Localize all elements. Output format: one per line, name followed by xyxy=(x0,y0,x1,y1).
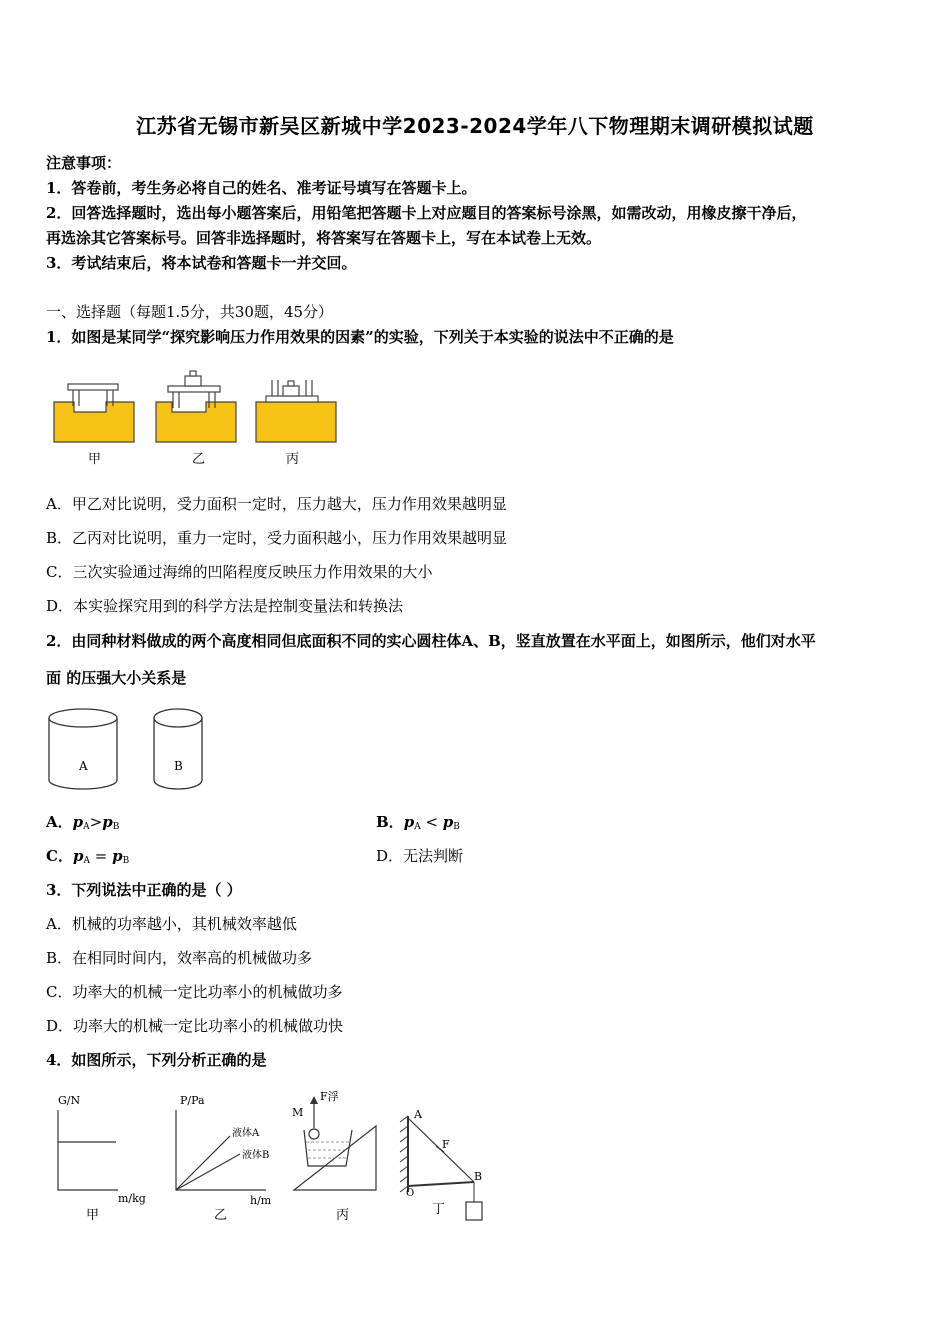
q3-option-d: D．功率大的机械一定比功率小的机械做功快 xyxy=(46,1017,344,1035)
page-title: 江苏省无锡市新吴区新城中学2023-2024学年八下物理期末调研模拟试题 xyxy=(136,114,814,138)
yi-line-a-label: 液体A xyxy=(232,1128,260,1139)
notice-item: 2．回答选择题时，选出每小题答案后，用铅笔把答题卡上对应题目的答案标号涂黑，如需改动，用橡皮擦干净后， xyxy=(46,204,807,222)
yi-line-b-label: 液体B xyxy=(242,1150,270,1161)
jia-ylabel: G/N xyxy=(58,1094,81,1107)
section-heading: 一、选择题（每题1.5分，共30题，45分） xyxy=(46,303,334,321)
ding-a-label: A xyxy=(414,1108,422,1121)
ding-f-label: F xyxy=(442,1138,450,1151)
question-2-stem-cont: 面 的压强大小关系是 xyxy=(46,669,187,687)
fig-label-bing: 丙 xyxy=(286,452,300,467)
q4-fig-label-bing: 丙 xyxy=(336,1208,350,1223)
cylinder-a-label: A xyxy=(79,759,88,773)
q1-option-d: D．本实验探究用到的科学方法是控制变量法和转换法 xyxy=(46,597,404,615)
question-4-stem: 4．如图所示，下列分析正确的是 xyxy=(46,1051,267,1069)
q2-option-c: C．$p_A = p_B$ xyxy=(46,847,130,866)
ding-b-label: B xyxy=(474,1170,483,1183)
ding-o-label: O xyxy=(406,1188,415,1199)
q4-figure xyxy=(46,1086,506,1226)
q1-option-c: C．三次实验通过海绵的凹陷程度反映压力作用效果的大小 xyxy=(46,563,433,581)
cylinder-b-label: B xyxy=(174,759,183,773)
bing-m-label: M xyxy=(292,1106,304,1119)
cylinders-diagram xyxy=(46,702,216,794)
jia-xlabel: m/kg xyxy=(118,1192,146,1205)
q3-option-b: B．在相同时间内，效率高的机械做功多 xyxy=(46,949,313,967)
q2-option-b: B．$p_A < p_B$ xyxy=(376,813,460,832)
q2-figure xyxy=(46,702,216,794)
fig-label-jia: 甲 xyxy=(88,452,102,467)
q2-option-d: D．无法判断 xyxy=(376,847,464,865)
notice-item: 再选涂其它答案标号。回答非选择题时，将答案写在答题卡上，写在本试卷上无效。 xyxy=(46,229,602,247)
notice-item: 3．考试结束后，将本试卷和答题卡一并交回。 xyxy=(46,254,357,272)
notice-heading: 注意事项： xyxy=(46,154,122,172)
yi-ylabel: P/Pa xyxy=(180,1094,205,1107)
q1-option-a: A．甲乙对比说明，受力面积一定时，压力越大，压力作用效果越明显 xyxy=(46,495,507,513)
notice-item: 1．答卷前，考生务必将自己的姓名、准考证号填写在答题卡上。 xyxy=(46,179,477,197)
q3-option-a: A．机械的功率越小，其机械效率越低 xyxy=(46,915,297,933)
q2-option-a: A．$p_A>p_B$ xyxy=(46,813,120,832)
yi-xlabel: h/m xyxy=(250,1194,272,1207)
question-1-stem: 1．如图是某同学“探究影响压力作用效果的因素”的实验，下列关于本实验的说法中不正确的是 xyxy=(46,328,674,346)
q4-fig-label-jia: 甲 xyxy=(86,1208,100,1223)
question-3-stem: 3．下列说法中正确的是（ ） xyxy=(46,881,242,899)
bing-force-label: F浮 xyxy=(320,1090,339,1103)
q1-option-b: B．乙丙对比说明，重力一定时，受力面积越小，压力作用效果越明显 xyxy=(46,529,508,547)
fig-label-yi: 乙 xyxy=(192,452,206,467)
q1-figure xyxy=(46,370,346,470)
q4-fig-label-ding: 丁 xyxy=(432,1202,446,1217)
q4-fig-label-yi: 乙 xyxy=(214,1208,228,1223)
question-2-stem: 2．由同种材料做成的两个高度相同但底面积不同的实心圆柱体A、B，竖直放置在水平面上，如图所示，他们对水平 xyxy=(46,632,816,650)
q3-option-c: C．功率大的机械一定比功率小的机械做功多 xyxy=(46,983,343,1001)
